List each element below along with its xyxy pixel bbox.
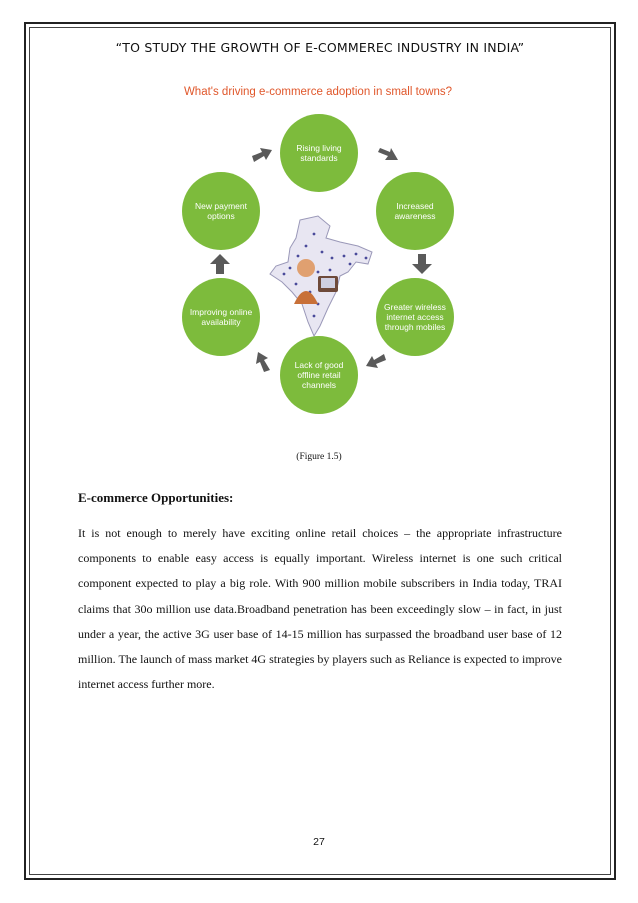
figure-caption: (Figure 1.5) (296, 452, 342, 462)
arrow-down-left-icon (364, 350, 388, 374)
india-map-illustration (260, 212, 380, 342)
node-new-payment-options: New payment options (182, 172, 260, 250)
arrow-right-down-icon (376, 142, 400, 166)
node-rising-living-standards: Rising living standards (280, 114, 358, 192)
figure-diagram (168, 80, 468, 440)
arrow-up-left-icon (250, 350, 274, 374)
arrow-down-icon (410, 252, 434, 276)
arrow-up-icon (208, 252, 232, 276)
figure-title: What's driving e-commerce adoption in small towns? (183, 86, 453, 98)
node-lack-offline-retail: Lack of good offline retail channels (280, 336, 358, 414)
section-heading: E-commerce Opportunities: (78, 490, 234, 505)
node-increased-awareness: Increased awareness (376, 172, 454, 250)
node-greater-wireless-access: Greater wireless internet access through mobiles (376, 278, 454, 356)
document-header: “TO STUDY THE GROWTH OF E-COMMEREC INDUSTRY IN INDIA” (115, 40, 525, 55)
page-number: 27 (313, 836, 325, 848)
node-improving-online-availability: Improving online availability (182, 278, 260, 356)
arrow-up-right-icon (250, 142, 274, 166)
body-paragraph: It is not enough to merely have exciting online retail choices – the appropriate infrastructure components to enable easy access is equally important. Wireless internet is one such critical component expected to play a big role. With 900 million mobile subscribers in India today, TRAI claims that 30o million use data.Broadband penetration has been exceedingly slow – in fact, in just under a year, the active 3G user base of 14-15 million has surpassed the broadband user base of 12 million. The launch of mass market 4G strategies by players such as Reliance is expected to improve internet access further more. (78, 526, 562, 692)
